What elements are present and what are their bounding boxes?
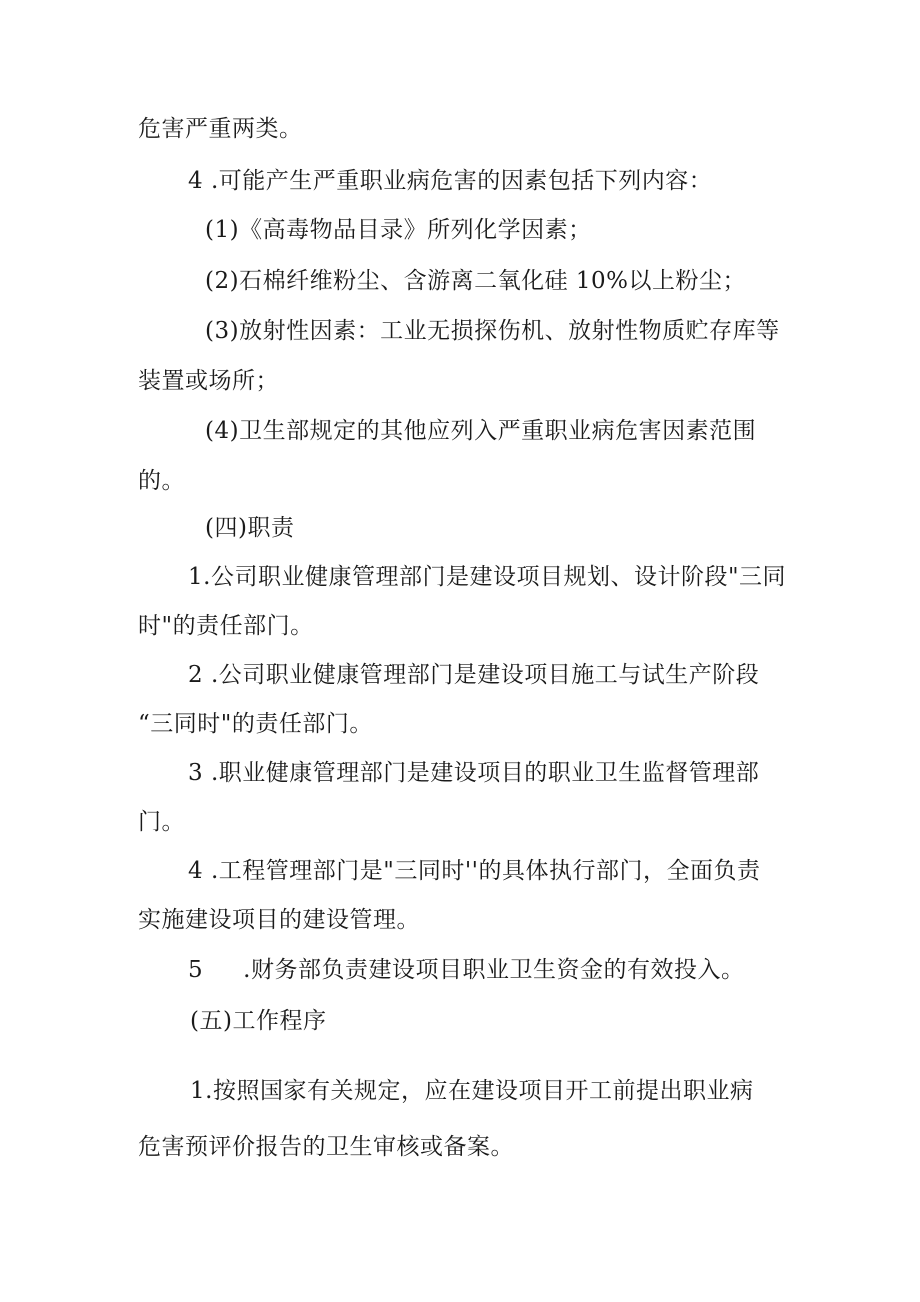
section-heading-procedure: (五)工作程序 [190,1008,327,1034]
duty-item-4: 4 .工程管理部门是"三同时''的具体执行部门，全面负责 [188,858,761,884]
duty-item-1: 1.公司职业健康管理部门是建设项目规划、设计阶段"三同 [188,564,787,590]
sub-item-3: (3)放射性因素：工业无损探伤机、放射性物质贮存库等 [205,318,780,344]
procedure-item-1: 1.按照国家有关规定，应在建设项目开工前提出职业病 [190,1078,754,1104]
duty-item-2: 2 .公司职业健康管理部门是建设项目施工与试生产阶段 [188,662,760,688]
paragraph-line: 的。 [138,468,185,494]
sub-item-2: (2)石棉纤维粉尘、含游离二氧化硅 10%以上粉尘； [205,268,747,294]
paragraph-line: 装置或场所； [138,368,279,394]
section-heading-duties: (四)职责 [205,515,295,541]
duty-item-5-number: 5 [188,957,204,983]
sub-item-4: (4)卫生部规定的其他应列入严重职业病危害因素范围 [205,418,757,444]
paragraph-line: “三同时"的责任部门。 [138,711,373,737]
duty-item-5-text: .财务部负责建设项目职业卫生资金的有效投入。 [243,957,745,983]
paragraph-line: 危害预评价报告的卫生审核或备案。 [138,1134,514,1160]
list-item-4: 4 .可能产生严重职业病危害的因素包括下列内容： [188,168,713,194]
duty-item-5 [188,955,744,985]
paragraph-line: 危害严重两类。 [138,116,303,142]
paragraph-line: 实施建设项目的建设管理。 [138,907,420,933]
paragraph-line: 门。 [138,809,185,835]
sub-item-1: (1)《高毒物品目录》所列化学因素； [205,217,592,243]
paragraph-line: 时"的责任部门。 [138,613,314,639]
duty-item-3: 3 .职业健康管理部门是建设项目的职业卫生监督管理部 [188,760,760,786]
